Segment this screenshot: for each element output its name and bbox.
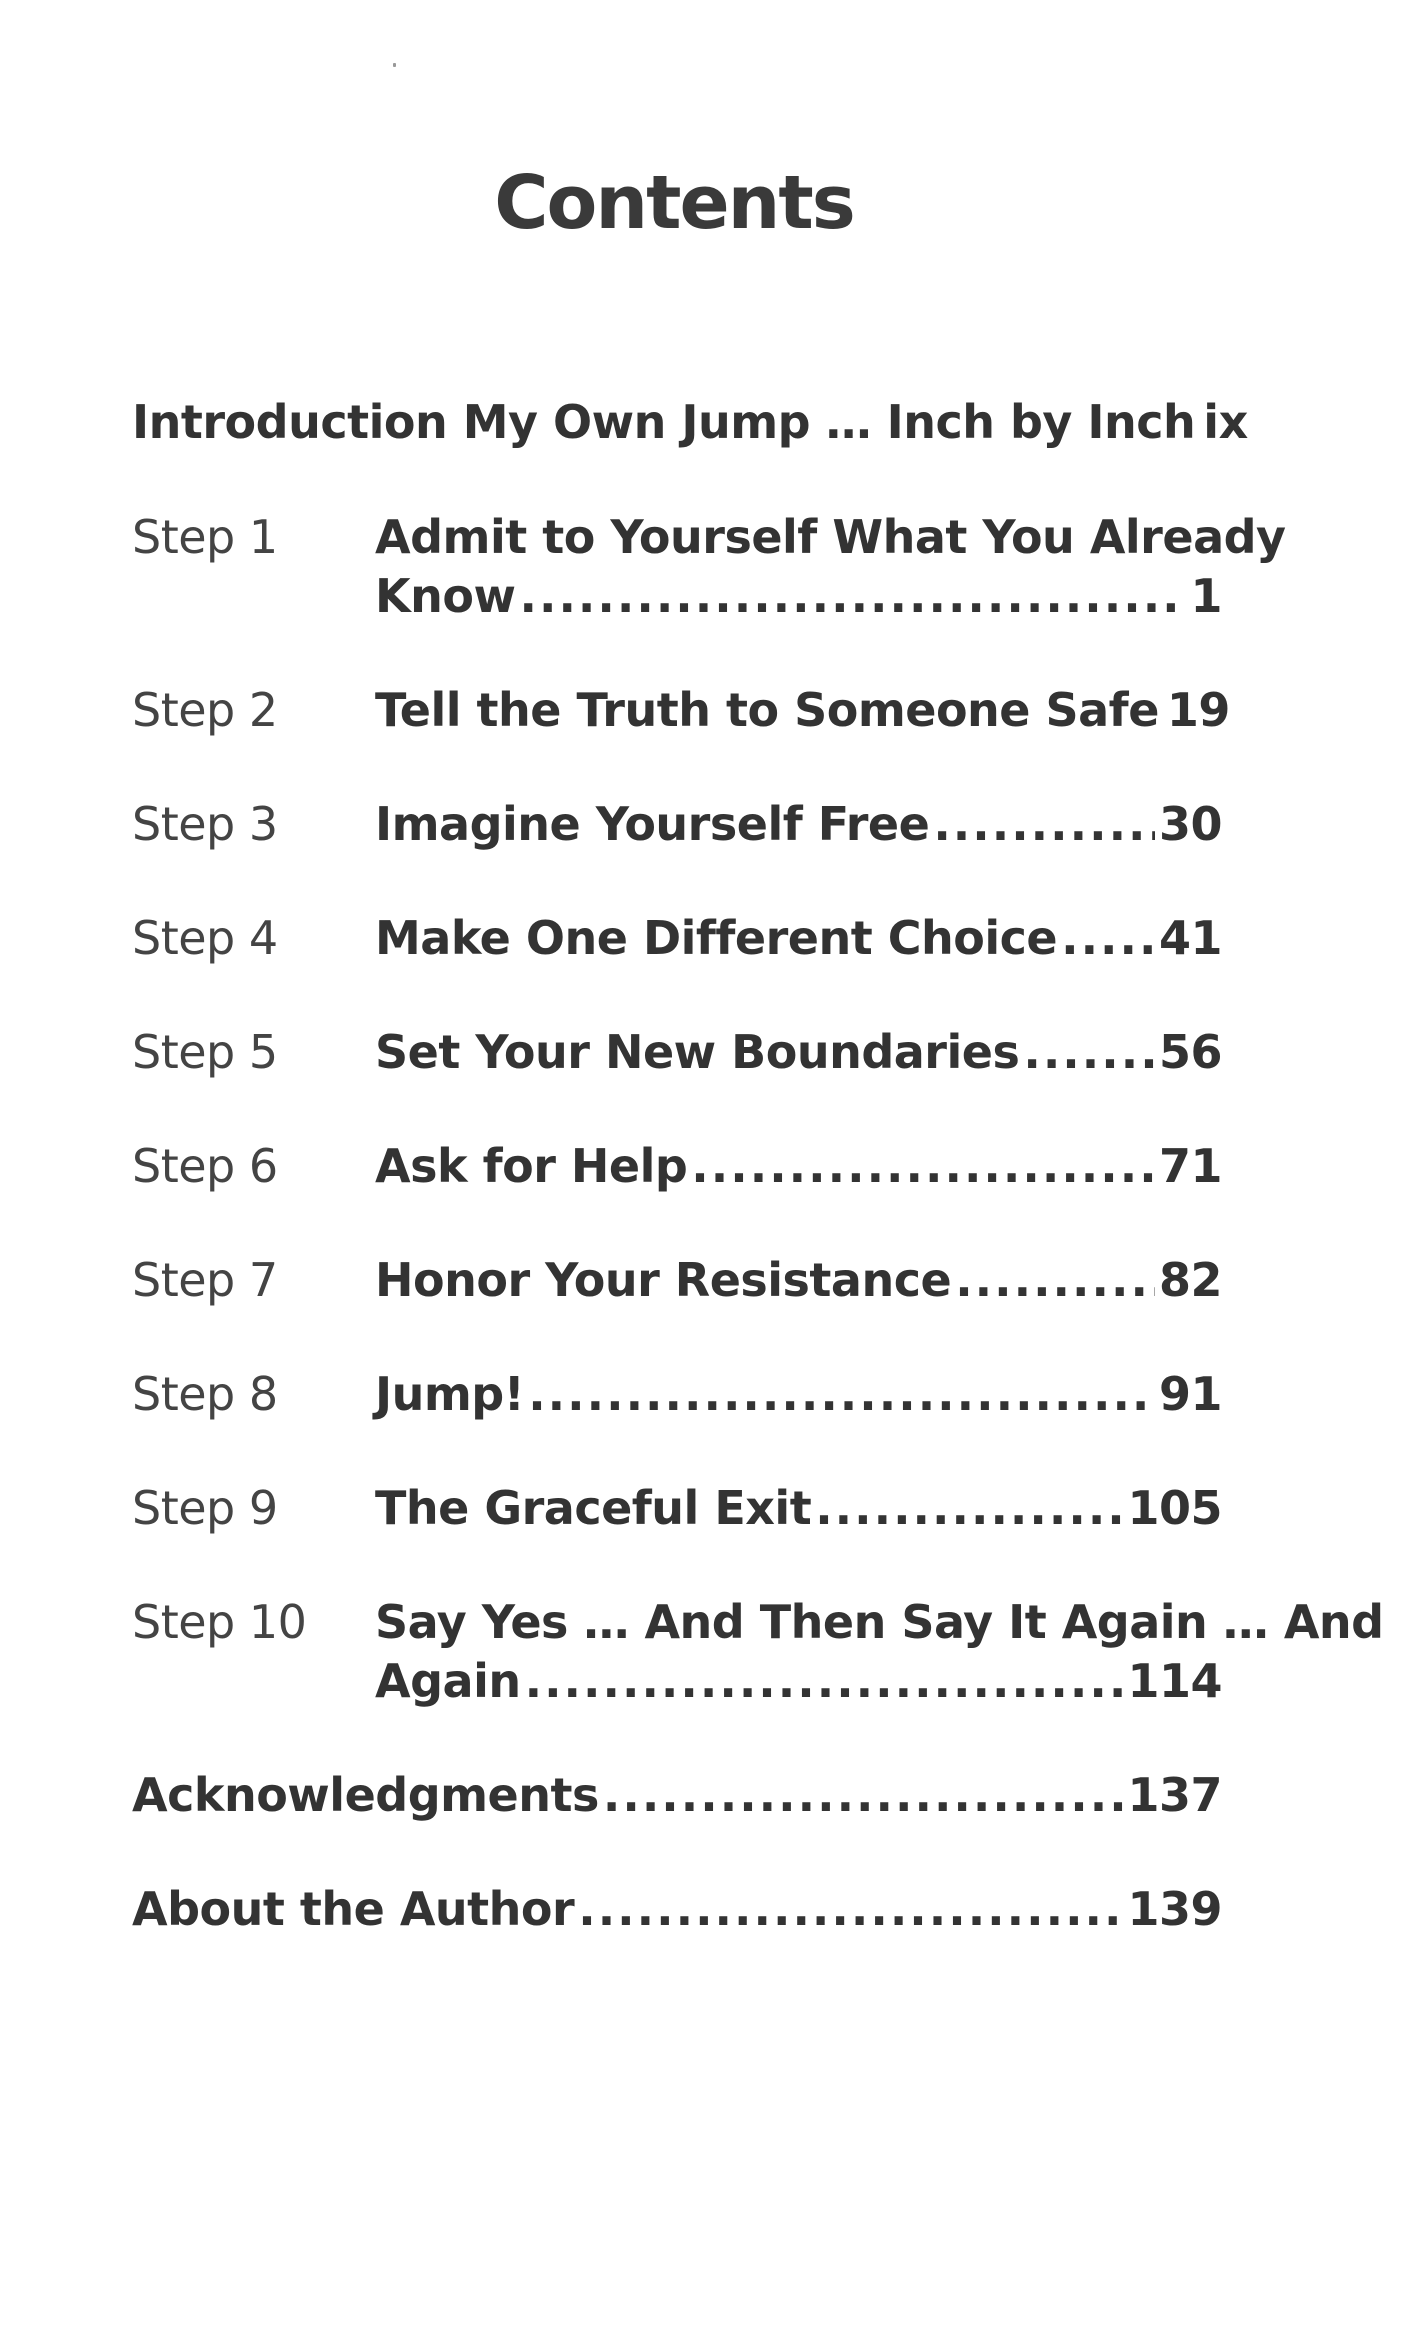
toc-entry-about-author <box>132 1882 1222 1936</box>
toc-entry-page: 71 <box>1158 1139 1222 1193</box>
toc-entry-page: 137 <box>1127 1768 1222 1822</box>
toc-entry-acknowledgments <box>132 1768 1222 1822</box>
toc-entry-step-9 <box>375 1481 1222 1535</box>
step-label: Step 5 <box>132 1025 278 1079</box>
toc-entry-page: 114 <box>1127 1654 1222 1708</box>
toc-entry-label: Make One Different Choice <box>375 911 1058 965</box>
toc-entry-step-10 <box>375 1654 1222 1708</box>
step-label: Step 6 <box>132 1139 278 1193</box>
toc-entry-page: 41 <box>1158 911 1222 965</box>
toc-entry-title-line1: Admit to Yourself What You Already <box>375 510 1286 564</box>
step-label: Step 8 <box>132 1367 278 1421</box>
toc-entry-label: Jump! <box>375 1367 525 1421</box>
toc-entry-page: ix <box>1203 395 1248 449</box>
toc-entry-page: 105 <box>1127 1481 1222 1535</box>
toc-entry-page: 19 <box>1166 683 1230 737</box>
toc-entry-label: Honor Your Resistance <box>375 1253 952 1307</box>
toc-entry-step-8 <box>375 1367 1222 1421</box>
toc-entry-page: 30 <box>1158 797 1222 851</box>
step-label: Step 9 <box>132 1481 278 1535</box>
step-label: Step 4 <box>132 911 278 965</box>
toc-entry-label: Ask for Help <box>375 1139 688 1193</box>
step-label: Step 1 <box>132 510 278 564</box>
toc-entry-title-line1: Say Yes … And Then Say It Again … And <box>375 1595 1384 1649</box>
leader-dots <box>520 569 1187 623</box>
toc-entry-step-2 <box>375 683 1230 737</box>
toc-entry-step-6 <box>375 1139 1222 1193</box>
step-label: Step 2 <box>132 683 278 737</box>
leader-dots <box>1023 1025 1155 1079</box>
leader-dots <box>815 1481 1123 1535</box>
toc-entry-page: 82 <box>1158 1253 1222 1307</box>
leader-dots <box>525 1654 1124 1708</box>
toc-entry-label: Know <box>375 569 516 623</box>
toc-entry-step-3 <box>375 797 1222 851</box>
toc-entry-label: Imagine Yourself Free <box>375 797 930 851</box>
toc-entry-page: 56 <box>1158 1025 1222 1079</box>
leader-dots <box>933 797 1155 851</box>
step-label: Step 7 <box>132 1253 278 1307</box>
leader-dots <box>1061 911 1155 965</box>
toc-entry-page: 1 <box>1190 569 1222 623</box>
leader-dots <box>691 1139 1155 1193</box>
toc-entry-step-5 <box>375 1025 1222 1079</box>
toc-entry-label: The Graceful Exit <box>375 1481 812 1535</box>
step-label: Step 10 <box>132 1595 307 1649</box>
scan-speck <box>393 63 396 67</box>
toc-entry-page: 139 <box>1127 1882 1222 1936</box>
leader-dots <box>578 1882 1123 1936</box>
toc-entry-label: Acknowledgments <box>132 1768 599 1822</box>
toc-entry-step-4 <box>375 911 1222 965</box>
leader-dots <box>528 1367 1155 1421</box>
leader-dots <box>955 1253 1155 1307</box>
toc-entry-label: Set Your New Boundaries <box>375 1025 1020 1079</box>
toc-entry-label: Tell the Truth to Someone Safe <box>375 683 1159 737</box>
page-title: Contents <box>494 160 854 246</box>
toc-entry-label: Introduction My Own Jump … Inch by Inch <box>132 395 1196 449</box>
leader-dots <box>603 1768 1124 1822</box>
toc-entry-label: About the Author <box>132 1882 575 1936</box>
toc-entry-page: 91 <box>1158 1367 1222 1421</box>
toc-entry-step-1 <box>375 569 1222 623</box>
toc-entry-introduction <box>132 395 1248 449</box>
step-label: Step 3 <box>132 797 278 851</box>
toc-entry-step-7 <box>375 1253 1222 1307</box>
toc-entry-label: Again <box>375 1654 521 1708</box>
